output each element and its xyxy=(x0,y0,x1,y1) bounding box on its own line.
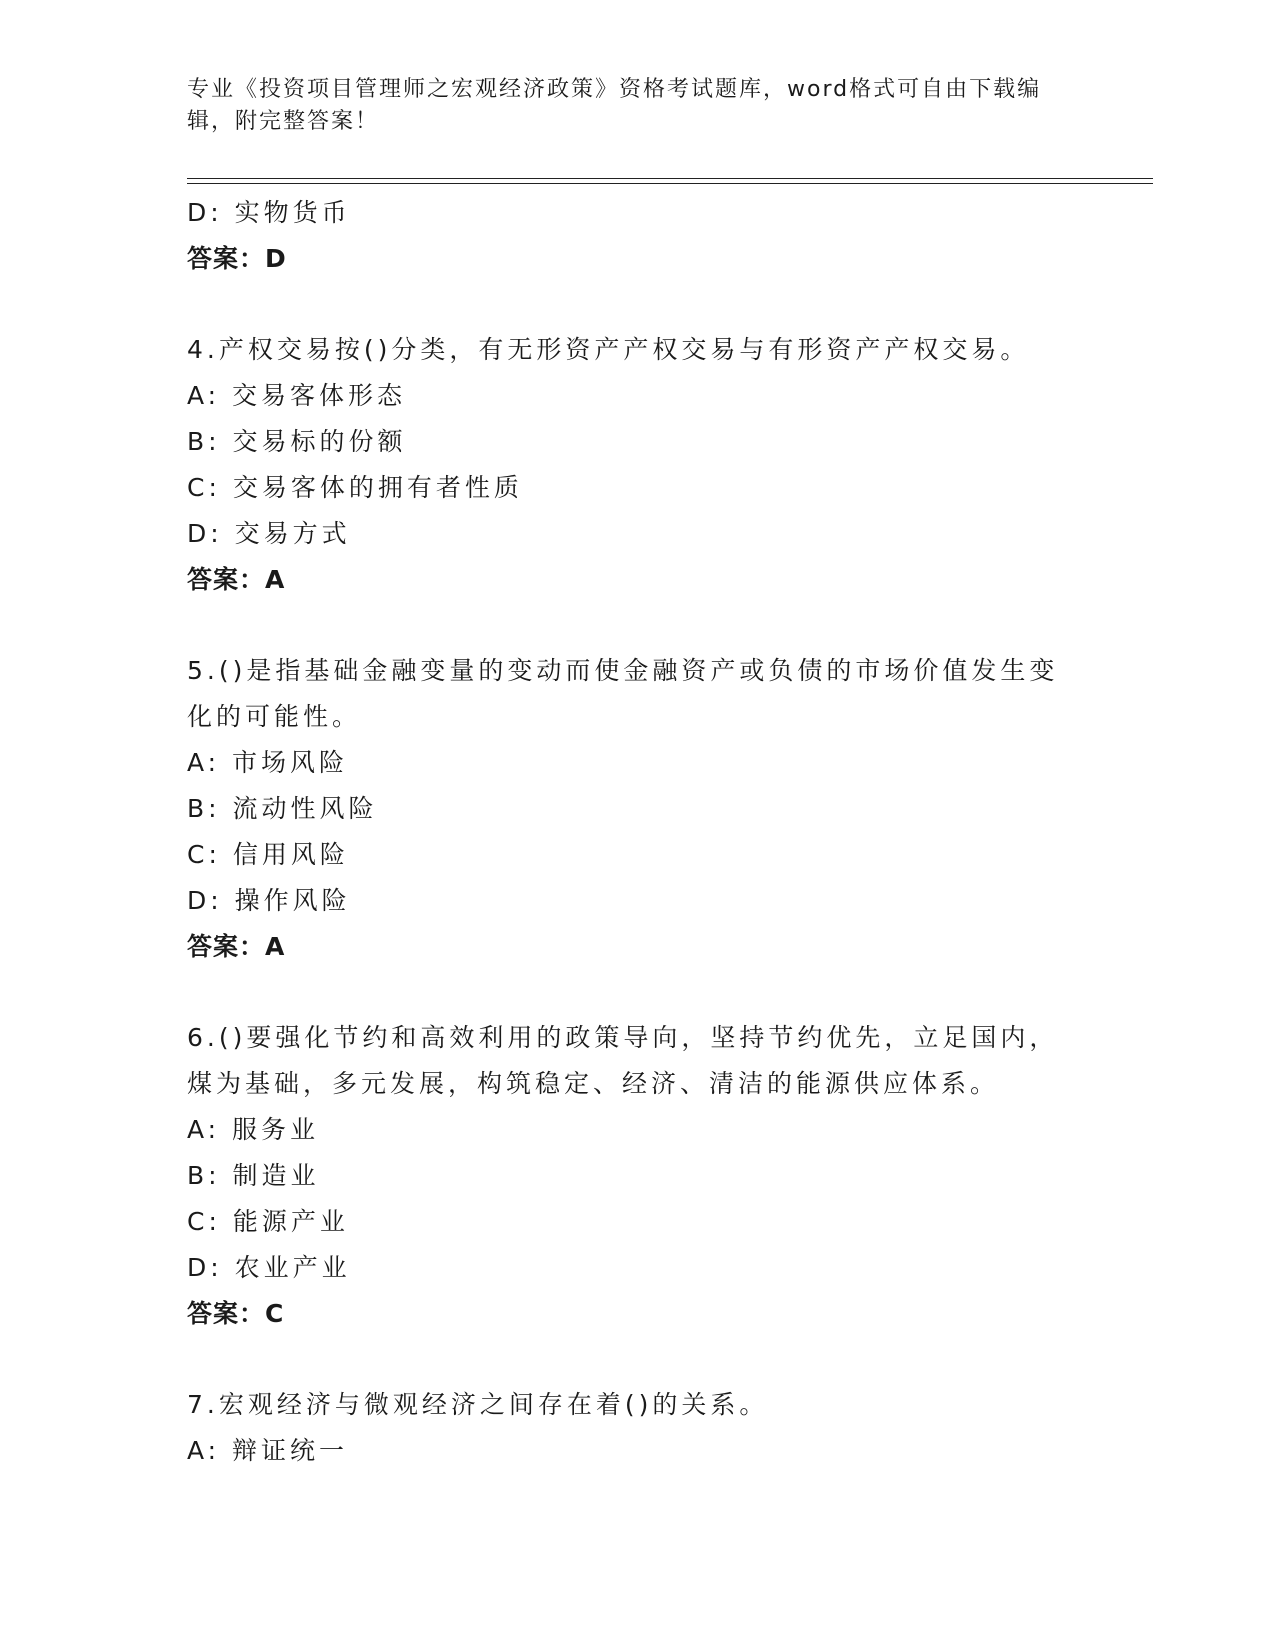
header-divider-top xyxy=(187,178,1153,179)
option-c: C: 信用风险 xyxy=(187,840,349,869)
question-content xyxy=(187,190,1087,1474)
answer-line: 答案：D xyxy=(187,244,287,273)
option-b: B: 制造业 xyxy=(187,1161,320,1190)
option-d: D: 农业产业 xyxy=(187,1253,351,1282)
question-text: 7.宏观经济与微观经济之间存在着()的关系。 xyxy=(187,1390,769,1419)
document-header: 专业《投资项目管理师之宏观经济政策》资格考试题库，word格式可自由下载编辑，附完整答案！ xyxy=(187,77,1042,134)
option-b: B: 交易标的份额 xyxy=(187,427,407,456)
answer-line: 答案：C xyxy=(187,1299,285,1328)
option-c: C: 能源产业 xyxy=(187,1207,349,1236)
header-divider-bottom xyxy=(187,183,1153,184)
option-c: C: 交易客体的拥有者性质 xyxy=(187,473,523,502)
option-a: A: 辩证统一 xyxy=(187,1436,349,1465)
answer-line: 答案：A xyxy=(187,932,286,961)
option-d: D: 交易方式 xyxy=(187,519,351,548)
option-a: A: 服务业 xyxy=(187,1115,320,1144)
question-text: 5.()是指基础金融变量的变动而使金融资产或负债的市场价值发生变化的可能性。 xyxy=(187,656,1059,731)
answer-line: 答案：A xyxy=(187,565,286,594)
option-d: D: 实物货币 xyxy=(187,198,351,227)
question-text: 6.()要强化节约和高效利用的政策导向，坚持节约优先，立足国内，煤为基础，多元发展，构筑稳定、经济、清洁的能源供应体系。 xyxy=(187,1023,1059,1098)
option-b: B: 流动性风险 xyxy=(187,794,378,823)
question-text: 4.产权交易按()分类，有无形资产产权交易与有形资产产权交易。 xyxy=(187,335,1030,364)
option-a: A: 市场风险 xyxy=(187,748,349,777)
option-d: D: 操作风险 xyxy=(187,886,351,915)
option-a: A: 交易客体形态 xyxy=(187,381,407,410)
